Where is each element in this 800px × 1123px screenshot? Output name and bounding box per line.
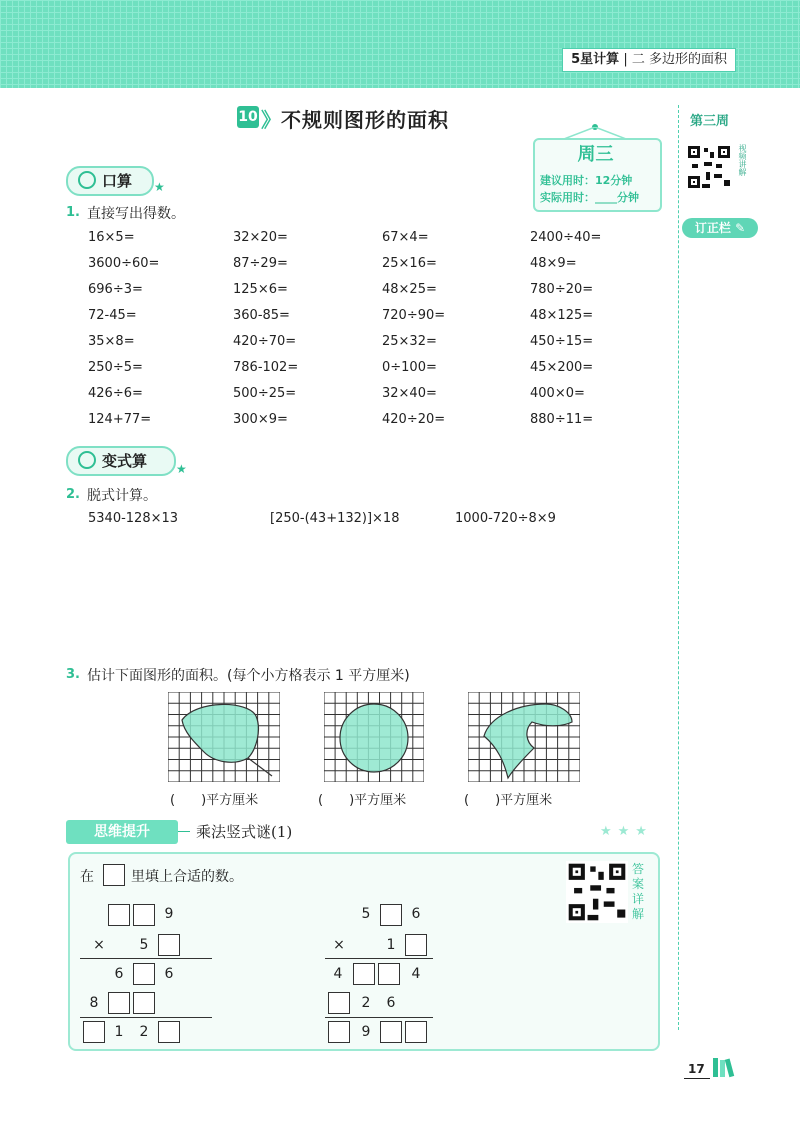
qr-label: 视频讲解 xyxy=(738,144,747,176)
circle-shape xyxy=(340,704,408,772)
oral-item: 125×6= xyxy=(233,282,288,297)
p1-box[interactable] xyxy=(133,904,155,926)
oral-item: 32×20= xyxy=(233,230,288,245)
p1-digit: 2 xyxy=(139,1024,149,1040)
q3-answer-1[interactable]: ( )平方厘米 xyxy=(170,793,259,808)
header-label xyxy=(562,48,736,72)
p2-digit: 4 xyxy=(411,966,421,982)
header-label-rest: 二 多边形的面积 xyxy=(631,52,727,67)
header-label-bold: 5星计算 xyxy=(571,52,620,67)
target-icon xyxy=(78,451,96,469)
p2-box[interactable] xyxy=(378,963,400,985)
oral-item: 25×16= xyxy=(382,256,437,271)
q2-expr-1: 5340-128×13 xyxy=(88,511,179,526)
oral-item: 360-85= xyxy=(233,308,290,323)
q2-number: 2. xyxy=(66,487,80,502)
oral-item: 72-45= xyxy=(88,308,137,323)
oral-item: 48×25= xyxy=(382,282,437,297)
qr-code-icon[interactable] xyxy=(566,861,628,923)
q3-text: 估计下面图形的面积。(每个小方格表示 1 平方厘米) xyxy=(87,668,410,684)
p1-rule xyxy=(80,1017,212,1018)
side-divider xyxy=(678,105,679,1030)
header-label-sep: | xyxy=(623,52,628,67)
oral-item: 16×5= xyxy=(88,230,135,245)
p2-digit: 9 xyxy=(361,1024,371,1040)
oral-item: 35×8= xyxy=(88,334,135,349)
grid-figure-circle xyxy=(324,692,424,782)
p1-box[interactable] xyxy=(133,992,155,1014)
day-title: 周三 xyxy=(577,144,614,165)
p2-box[interactable] xyxy=(353,963,375,985)
page-number: 17 xyxy=(688,1062,705,1076)
oral-item: 400×0= xyxy=(530,386,585,401)
p2-box[interactable] xyxy=(405,934,427,956)
oral-item: 880÷11= xyxy=(530,412,594,427)
q3-answer-3[interactable]: ( )平方厘米 xyxy=(464,793,553,808)
star-icon: ★ xyxy=(154,180,165,194)
p1-digit: 6 xyxy=(164,966,174,982)
p2-box[interactable] xyxy=(328,1021,350,1043)
sample-box xyxy=(103,864,125,886)
p2-times: × xyxy=(333,937,345,953)
p2-rule xyxy=(325,958,433,959)
p1-box[interactable] xyxy=(133,963,155,985)
p2-box[interactable] xyxy=(380,904,402,926)
oral-item: 420÷20= xyxy=(382,412,446,427)
p1-digit: 9 xyxy=(164,906,174,922)
p1-digit: 6 xyxy=(114,966,124,982)
oral-item: 48×9= xyxy=(530,256,577,271)
pencil-icon: ✎ xyxy=(735,221,746,235)
think-instr-post: 里填上合适的数。 xyxy=(131,869,243,885)
p1-times: × xyxy=(93,937,105,953)
oral-item: 250÷5= xyxy=(88,360,143,375)
q2-text: 脱式计算。 xyxy=(87,488,157,504)
oral-item: 45×200= xyxy=(530,360,594,375)
oral-item: 450÷15= xyxy=(530,334,594,349)
p2-digit: 1 xyxy=(386,937,396,953)
q1-number: 1. xyxy=(66,205,80,220)
q3-number: 3. xyxy=(66,667,80,682)
oral-item: 124+77= xyxy=(88,412,152,427)
p1-box[interactable] xyxy=(158,1021,180,1043)
p2-box[interactable] xyxy=(405,1021,427,1043)
irregular-shape xyxy=(484,704,572,778)
p2-box[interactable] xyxy=(380,1021,402,1043)
actual-time: 实际用时：____分钟 xyxy=(540,191,639,204)
q2-expr-2: [250-(43+132)]×18 xyxy=(270,511,400,526)
oral-item: 500÷25= xyxy=(233,386,297,401)
star-icon: ★ xyxy=(176,462,187,476)
q2-expr-3: 1000-720÷8×9 xyxy=(455,511,556,526)
oral-item: 786-102= xyxy=(233,360,299,375)
oral-item: 2400÷40= xyxy=(530,230,602,245)
p2-digit: 4 xyxy=(333,966,343,982)
star-rating-icon: ★★★ xyxy=(600,824,653,839)
p2-digit: 6 xyxy=(411,906,421,922)
p1-digit: 8 xyxy=(89,995,99,1011)
page-number-rule xyxy=(684,1078,710,1079)
think-instr-pre: 在 xyxy=(80,869,94,885)
oral-item: 3600÷60= xyxy=(88,256,160,271)
oral-item: 32×40= xyxy=(382,386,437,401)
p2-digit: 5 xyxy=(361,906,371,922)
header-band xyxy=(0,0,800,88)
title-arrow: 》 xyxy=(261,108,281,132)
p2-rule xyxy=(325,1017,433,1018)
q3-answer-2[interactable]: ( )平方厘米 xyxy=(318,793,407,808)
oral-item: 87÷29= xyxy=(233,256,288,271)
p2-box[interactable] xyxy=(328,992,350,1014)
oral-item: 300×9= xyxy=(233,412,288,427)
oral-item: 25×32= xyxy=(382,334,437,349)
oral-item: 48×125= xyxy=(530,308,594,323)
correction-text: 订正栏 xyxy=(694,221,731,235)
think-pill: 思维提升 xyxy=(66,820,178,844)
oral-item: 67×4= xyxy=(382,230,429,245)
stopwatch-icon xyxy=(78,171,96,189)
p2-digit: 6 xyxy=(386,995,396,1011)
suggested-time: 建议用时：12分钟 xyxy=(540,174,633,187)
p1-box[interactable] xyxy=(83,1021,105,1043)
correction-label xyxy=(682,218,758,238)
grid-figure-irregular xyxy=(468,692,580,782)
p2-digit: 2 xyxy=(361,995,371,1011)
grid-figure-leaf xyxy=(168,692,280,782)
p1-box[interactable] xyxy=(158,934,180,956)
section-title-variant: 变式算 xyxy=(102,452,148,470)
q1-text: 直接写出得数。 xyxy=(87,206,185,222)
p1-box[interactable] xyxy=(108,992,130,1014)
lesson-number: 10 xyxy=(237,106,259,128)
oral-item: 720÷90= xyxy=(382,308,446,323)
week-label: 第三周 xyxy=(690,114,730,129)
oral-item: 420÷70= xyxy=(233,334,297,349)
p1-rule xyxy=(80,958,212,959)
leaf-shape xyxy=(182,704,258,762)
p1-digit: 1 xyxy=(114,1024,124,1040)
page-title: 不规则图形的面积 xyxy=(281,108,449,132)
think-connector xyxy=(178,831,190,832)
p1-box[interactable] xyxy=(108,904,130,926)
oral-item: 696÷3= xyxy=(88,282,143,297)
p1-digit: 5 xyxy=(139,937,149,953)
think-subtitle: 乘法竖式谜(1) xyxy=(196,823,293,841)
answer-qr-label: 答案详解 xyxy=(632,862,645,921)
oral-item: 426÷6= xyxy=(88,386,143,401)
oral-item: 780÷20= xyxy=(530,282,594,297)
oral-item: 0÷100= xyxy=(382,360,437,375)
section-title-oral: 口算 xyxy=(102,172,133,190)
qr-code-icon[interactable] xyxy=(686,144,732,190)
books-icon xyxy=(712,1056,736,1078)
